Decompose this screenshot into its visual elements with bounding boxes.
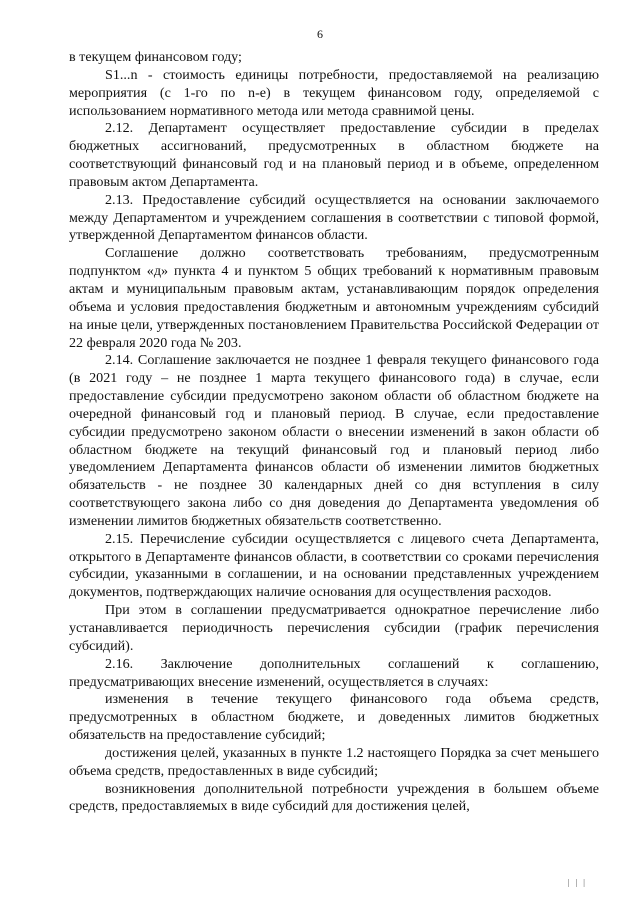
document-body (69, 49, 599, 816)
paragraph: 2.14. Соглашение заключается не позднее 1 февраля текущего финансового года (в 2021 году – не позднее 1 марта текущего финансового года) в случае, если предоставление субсидии предусмотрено законом области об областном бюджете на очередной финансовый год и плановый период. В случае, если предоставление субсидии предусмотрено законом области о внесении изменений в закон области об областном бюджете на текущий финансовый год и плановый период либо уведомлением Департамента финансов области об изменении лимитов бюджетных обязательств - не позднее 30 календарных дней со дня вступления в силу соответствующего закона либо со дня доведения до Департамента уведомления об изменении лимитов бюджетных обязательств соответственно. (69, 352, 599, 529)
paragraph: 2.16. Заключение дополнительных соглашений к соглашению, предусматривающих внесение изменений, осуществляется в случаях: (69, 655, 599, 690)
paragraph: При этом в соглашении предусматривается однократное перечисление либо устанавливается периодичность перечисления субсидии (график перечисления субсидий). (69, 602, 599, 654)
paragraph: 2.12. Департамент осуществляет предоставление субсидии в пределах бюджетных ассигнований, предусмотренных в областном бюджете на соответствующий финансовый год и на плановый период и в объеме, определенном правовым актом Департамента. (69, 120, 599, 190)
paragraph: 2.15. Перечисление субсидии осуществляется с лицевого счета Департамента, открытого в Департаменте финансов области, в соответствии со сроками перечисления субсидии, указанными в соглашении, и на основании представленных учреждением документов, подтверждающих наличие основания для осуществления расходов. (69, 530, 599, 601)
page-number: 6 (317, 27, 323, 41)
paragraph: Соглашение должно соответствовать требованиям, предусмотренным подпунктом «д» пункта 4 и пунктом 5 общих требований к нормативным правовым актам и муниципальным правовым актам, устанавливающим порядок определения объема и условия предоставления бюджетным и автономным учреждениям субсидий на иные цели, утвержденных постановлением Правительства Российской Федерации от 22 февраля 2020 года № 203. (69, 245, 599, 351)
paragraph: 2.13. Предоставление субсидий осуществляется на основании заключаемого между Департаментом и учреждением соглашения в соответствии с типовой формой, утвержденной Департаментом финансов области. (69, 191, 599, 244)
paragraph: изменения в течение текущего финансового года объема средств, предусмотренных в областном бюджете, и доведенных лимитов бюджетных обязательств на предоставление субсидий; (69, 691, 599, 744)
scan-mark: | | | (568, 878, 587, 887)
paragraph: достижения целей, указанных в пункте 1.2 настоящего Порядка за счет меньшего объема средств, предоставленных в виде субсидий; (69, 744, 599, 779)
paragraph: в текущем финансовом году; (69, 49, 242, 65)
paragraph: S1...n - стоимость единицы потребности, предоставляемой на реализацию мероприятия (с 1-го по n-е) в текущем финансовом году, определяемой с использованием нормативного метода или метода сравнимой цены. (69, 66, 599, 119)
paragraph: возникновения дополнительной потребности учреждения в большем объеме средств, предоставляемых в виде субсидий для достижения целей, (69, 780, 599, 815)
